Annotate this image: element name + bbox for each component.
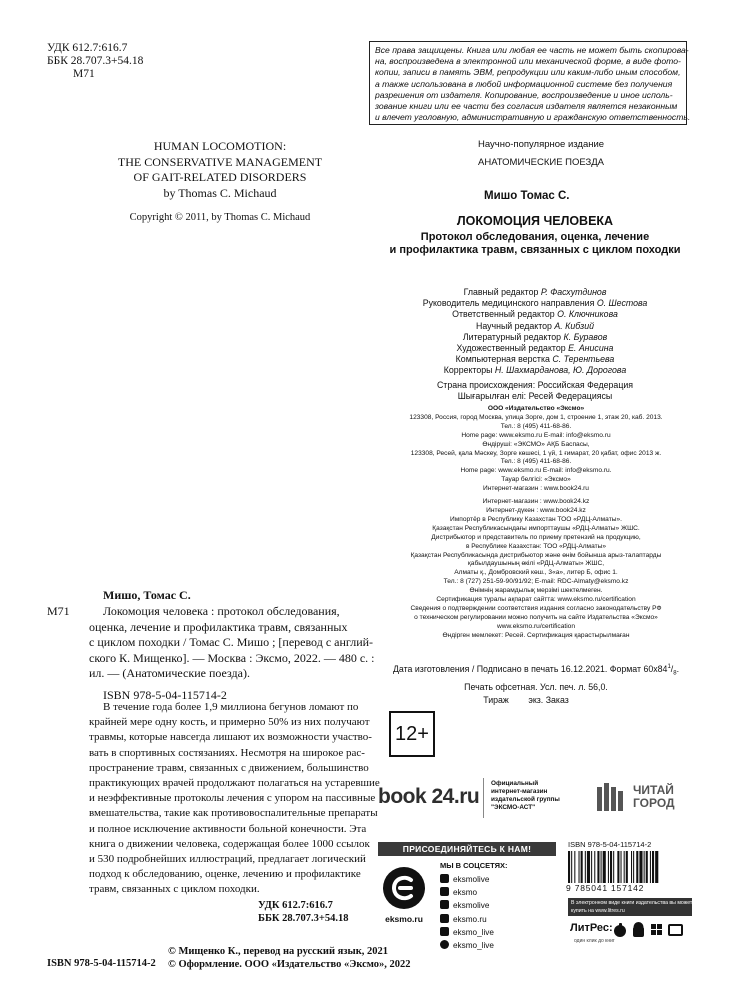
- annotation-line: и неэффективные протоколы лечения с упором на пассивные: [89, 792, 376, 805]
- imprint-line: Home page: www.eksmo.ru E-mail: info@eksmo.ru: [461, 431, 611, 439]
- barcode-bar: [639, 851, 642, 883]
- imprint-line: Тауар белгісі: «Эксмо»: [501, 476, 571, 484]
- social-item-instagram[interactable]: eksmolive: [440, 899, 494, 912]
- youtube-icon: [440, 927, 449, 936]
- barcode-bar: [585, 851, 586, 883]
- barcode: [566, 851, 690, 883]
- rights-notice-box: [369, 41, 691, 125]
- annotation-line: подход к обследованию, оценке, лечению и профилактике: [89, 868, 361, 881]
- annotation-line: вмешательства, такие как противовоспалительные препараты: [89, 807, 378, 820]
- original-author: by Thomas C. Michaud: [163, 185, 277, 200]
- book24-divider: [483, 778, 484, 818]
- imprint-line: Импортёр в Республику Казахстан ТОО «РДЦ-Алматы».: [450, 515, 622, 523]
- print-date-line: Дата изготовления / Подписано в печать 16.12.2021. Формат $60x84^1/_8$.: [392, 663, 680, 677]
- annotation-line: травм, связанных с циклом походки.: [89, 883, 260, 896]
- barcode-bar: [644, 851, 645, 883]
- barcode-bar: [601, 851, 602, 883]
- bottom-classification: [258, 900, 348, 925]
- social-item-facebook[interactable]: eksmo.ru: [440, 913, 494, 926]
- imprint-line: Өндіруші: «ЭКСМО» АҚБ Баспасы,: [482, 440, 590, 448]
- eksmo-url[interactable]: eksmo.ru: [385, 914, 423, 924]
- social-item-telegram[interactable]: eksmo_live: [440, 939, 494, 952]
- ok-icon: [440, 887, 449, 896]
- credit-line: Руководитель медицинского направления О. Шестова: [422, 298, 648, 309]
- age-rating-badge: 12+: [389, 711, 435, 757]
- rights-line: Все права защищены. Книга или любая ее часть не может быть скопирова-: [375, 45, 689, 55]
- original-title-line: THE CONSERVATIVE MANAGEMENT: [117, 154, 323, 169]
- platform-icons-svg: [612, 922, 692, 938]
- annotation-line: и полное исключение активности больной конечности. Эта: [89, 822, 367, 835]
- classification-block: [47, 42, 143, 81]
- litres-tagline: один клик до книг: [574, 938, 615, 944]
- eksmo-logo[interactable]: [382, 866, 426, 910]
- annotation-line: пространение травм, связанных с движением, большинство: [89, 761, 369, 774]
- country-block: [390, 380, 680, 402]
- original-title-line: OF GAIT-RELATED DISORDERS: [133, 170, 307, 184]
- facebook-icon: [440, 914, 449, 923]
- original-title-line: HUMAN LOCOMOTION:: [153, 139, 287, 153]
- credit-line: Корректоры Н. Шахмарданова, Ю. Дорогова: [443, 365, 627, 376]
- catalog-card-isbn: ISBN 978-5-04-115714-2: [103, 687, 227, 702]
- windows-icon: [651, 924, 662, 935]
- imprint-line: Интернет-дүкен : www.book24.kz: [486, 506, 586, 514]
- rights-line: зование книги или ее части без согласия издателя является незаконным: [375, 101, 678, 112]
- book24-logo: book 24.ru: [378, 785, 480, 808]
- catalog-card-line: ского К. Мищенко]. — Москва : Эксмо, 2022. — 480 с. :: [89, 650, 375, 665]
- barcode-bar: [581, 851, 583, 883]
- imprint-line: ООО «Издательство «Эксмо»: [487, 405, 585, 412]
- isbn-bottom: ISBN 978-5-04-115714-2: [47, 958, 156, 969]
- join-us-banner: ПРИСОЕДИНЯЙТЕСЬ К НАМ!: [378, 842, 556, 856]
- bbk-code: ББК 28.707.3+54.18: [47, 55, 144, 67]
- imprint-line: Өндірген мемлекет: Ресей. Сертификация қарастырылмаған: [442, 631, 630, 639]
- imprint-line: Интернет-магазин : www.book24.ru: [483, 485, 589, 493]
- platform-icons: [612, 922, 692, 938]
- eksmo-e-icon: [382, 866, 426, 910]
- print-run-line: Тираж экз. Заказ: [483, 694, 569, 705]
- barcode-bars: [566, 851, 690, 883]
- rights-line: на, воспроизведена в электронной или механической форме, в виде фото-: [375, 56, 681, 67]
- imprint-line: Тел.: 8 (495) 411-68-86.: [500, 422, 572, 430]
- design-copyright: © Оформление. ООО «Издательство «Эксмо», 2022: [168, 959, 411, 970]
- rights-line: а также использована в любой информационной системе без получения: [375, 78, 673, 89]
- credit-line: Компьютерная верстка С. Терентьева: [455, 354, 615, 365]
- annotation-line: вать в спортивных состязаниях. Несмотря на широкое рас-: [89, 746, 365, 759]
- credit-line: Ответственный редактор О. Ключникова: [452, 309, 618, 320]
- instagram-icon: [440, 900, 449, 909]
- subtitle-line: и профилактика травм, связанных с циклом походки: [389, 244, 681, 256]
- barcode-bar: [652, 851, 654, 883]
- country-kz: Шығарылған елі: Ресей Федерациясы: [457, 391, 613, 401]
- chitai-gorod-logo-mark: [597, 783, 629, 811]
- imprint-line: Дистрибьютор и представитель по приему претензий на продукцию,: [431, 533, 641, 541]
- country-ru: Страна происхождения: Российская Федерация: [436, 380, 634, 390]
- credits-block: [390, 287, 680, 377]
- apple-icon: [614, 923, 626, 937]
- credit-line: Главный редактор Р. Фасхутдинов: [463, 287, 607, 297]
- barcode-bar: [621, 851, 622, 883]
- print-sheets-line: Печать офсетная. Усл. печ. л. 56,0.: [464, 681, 608, 692]
- imprint-line: www.eksmo.ru/certification: [496, 622, 576, 630]
- credit-line: Литературный редактор К. Буравов: [462, 331, 608, 342]
- social-item-ok[interactable]: eksmo: [440, 886, 494, 899]
- barcode-bar: [650, 851, 651, 883]
- book-author: Мишо Томас С.: [484, 190, 570, 202]
- barcode-bar: [574, 851, 575, 883]
- barcode-bar: [610, 851, 612, 883]
- barcode-bar: [579, 851, 580, 883]
- book-title: ЛОКОМОЦИЯ ЧЕЛОВЕКА: [456, 214, 614, 228]
- original-copyright: Copyright © 2011, by Thomas C. Michaud: [129, 212, 311, 223]
- vk-icon: [440, 874, 449, 883]
- imprint-line: Тел.: 8 (727) 251-59-90/91/92; E-mail: RDC-Almaty@eksmo.kz: [443, 578, 629, 586]
- barcode-bar: [646, 851, 648, 883]
- social-item-vk[interactable]: eksmolive: [440, 873, 494, 886]
- catalog-card-line: Локомоция человека : протокол обследования,: [103, 604, 340, 618]
- barcode-bar: [591, 851, 592, 883]
- bottom-bbk: ББК 28.707.3+54.18: [258, 912, 349, 924]
- original-title-block: [60, 139, 380, 226]
- social-item-youtube[interactable]: eksmo_live: [440, 926, 494, 939]
- imprint-line: Өнімнің жарамдылық мерзімі шектелмеген.: [469, 587, 603, 595]
- imprint-line: 123308, Ресей, қала Мәскеу, Зорге көшесі, 1 үй, 1 ғимарат, 20 қабат, офис 2013 ж.: [410, 449, 662, 457]
- udk-code: УДК 612.7:616.7: [47, 42, 128, 54]
- subtitle-line: Протокол обследования, оценка, лечение: [420, 231, 650, 243]
- barcode-bar: [603, 851, 606, 883]
- imprint-line: Сведения о подтверждении соответствия издания согласно законодательству РФ: [410, 604, 662, 612]
- rights-line: и влечет уголовную, административную и гражданскую ответственность.: [375, 112, 691, 123]
- book-subtitle: [376, 231, 694, 257]
- book-stack-icon: [597, 783, 629, 811]
- barcode-bar: [571, 851, 572, 883]
- catalog-card-line: с циклом походки / Томас С. Мишо ; [перевод с англий-: [89, 635, 374, 649]
- android-icon: [633, 922, 644, 937]
- author-mark: М71: [73, 68, 95, 80]
- print-info: [378, 661, 694, 707]
- annotation-line: крайней мере одну кость, и примерно 50% из них получают: [89, 716, 370, 729]
- annotation-line: В течение года более 1,9 миллиона бегунов ломают по: [103, 701, 359, 713]
- genre: Научно-популярное издание: [478, 139, 605, 150]
- catalog-card-author: Мишо, Томас С.: [103, 588, 191, 602]
- barcode-bar: [568, 851, 570, 883]
- imprint-line: в Республике Казахстан: ТОО «РДЦ-Алматы»: [465, 542, 607, 550]
- barcode-digits: 9 785041 157142: [566, 883, 645, 893]
- copyright-block: [168, 945, 411, 971]
- litres-logo[interactable]: ЛитРес:: [570, 922, 613, 934]
- catalog-card-code: М71: [47, 604, 70, 618]
- barcode-bar: [626, 851, 628, 883]
- imprint-line: Сертификация туралы ақпарат сайтта: www.eksmo.ru/certification: [436, 596, 636, 604]
- barcode-bar: [608, 851, 609, 883]
- book24-description: Официальный интернет-магазин издательской группы "ЭКСМО-АСТ": [491, 780, 560, 811]
- barcode-bar: [597, 851, 599, 883]
- imprint-line: Тел.: 8 (495) 411-68-86.: [500, 458, 572, 466]
- annotation-line: травмы, которые навсегда лишают их возможности участво-: [89, 731, 372, 744]
- translation-copyright: © Мищенко К., перевод на русский язык, 2021: [168, 946, 389, 957]
- litres-banner[interactable]: В электронном виде книги издательства вы можете купить на www.litres.ru: [568, 898, 692, 916]
- credit-line: Научный редактор А. Кибзий: [475, 320, 595, 331]
- imprint-line: қабылдаушының өкілі «РДЦ-Алматы» ЖШС,: [467, 560, 605, 568]
- barcode-bar: [655, 851, 658, 883]
- barcode-bar: [613, 851, 614, 883]
- chitai-gorod-logo: ЧИТАЙ ГОРОД: [633, 783, 675, 810]
- bottom-udk: УДК 612.7:616.7: [258, 900, 333, 911]
- annotation-line: книга о движении человека, содержащая более 1000 ссылок: [89, 837, 370, 850]
- catalog-card-line: ил. — (Анатомические поезда).: [89, 666, 250, 680]
- imprint-line: 123308, Россия, город Москва, улица Зорге, дом 1, строение 1, этаж 20, каб. 2013.: [409, 413, 663, 421]
- barcode-bar: [587, 851, 590, 883]
- series-name: АНАТОМИЧЕСКИЕ ПОЕЗДА: [478, 157, 605, 168]
- catalog-card-line: оценка, лечение и профилактика травм, связанных: [89, 619, 348, 634]
- imprint-line: о техническом регулировании можно получить на сайте Издательства «Эксмо»: [414, 613, 658, 621]
- barcode-bar: [633, 851, 634, 883]
- credit-line: Художественный редактор Е. Анисина: [456, 343, 614, 354]
- web-icon: [669, 925, 682, 935]
- imprint-line: Home page: www.eksmo.ru E-mail: info@eksmo.ru.: [460, 467, 612, 475]
- annotation-line: и 530 подробнейших иллюстраций, предлагает логический: [89, 853, 366, 866]
- imprint-line: Алматы қ., Домбровский көш., 3«а», литер Б, офис 1.: [454, 569, 618, 577]
- barcode-bar: [636, 851, 638, 883]
- imprint-line: Интернет-магазин : www.book24.kz: [482, 498, 590, 506]
- rights-line: копии, записи в память ЭВМ, репродукции или каким-либо иным способом,: [375, 67, 681, 78]
- annotation: [89, 700, 380, 898]
- catalog-card-text: [89, 604, 375, 703]
- barcode-bar: [594, 851, 595, 883]
- barcode-isbn: ISBN 978-5-04-115714-2: [568, 840, 652, 849]
- barcode-bar: [624, 851, 625, 883]
- social-list: [440, 873, 494, 952]
- social-title: МЫ В СОЦСЕТЯХ:: [440, 861, 508, 870]
- telegram-icon: [440, 940, 449, 949]
- rights-line: разрешения от издателя. Копирование, воспроизведение и иное исполь-: [375, 89, 673, 100]
- annotation-line: практикующих врачей продолжают полагаться на устаревшие: [89, 777, 380, 790]
- imprint-line: Қазақстан Республикасындағы импорттаушы «РДЦ-Алматы» ЖШС.: [432, 524, 640, 532]
- imprint-block: [378, 405, 694, 641]
- imprint-line: Қазақстан Республикасында дистрибьютор және өнім бойынша арыз-талаптарды: [410, 551, 662, 559]
- barcode-bar: [617, 851, 619, 883]
- barcode-bar: [631, 851, 632, 883]
